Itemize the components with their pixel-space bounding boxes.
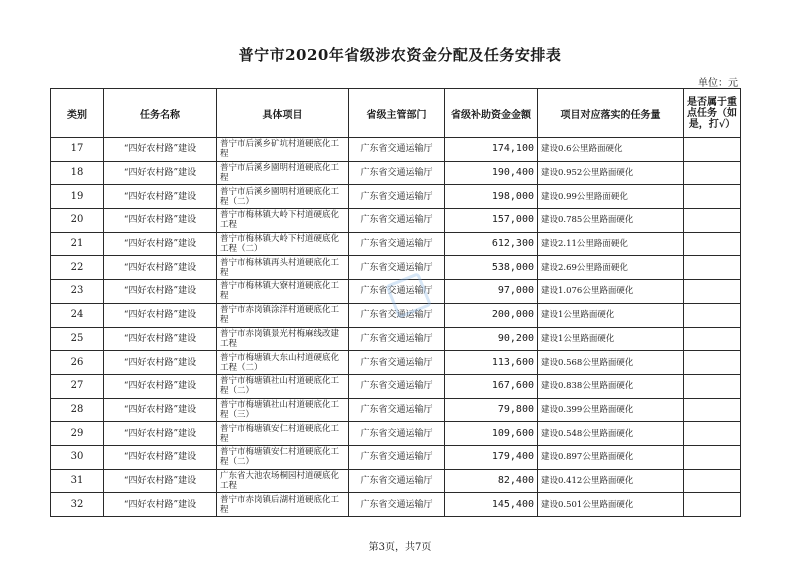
row-amount: 198,000 (445, 185, 538, 209)
table-row (51, 303, 741, 327)
row-department: 广东省交通运输厅 (349, 398, 445, 422)
row-task-name: “四好农村路”建设 (104, 327, 217, 351)
row-department: 广东省交通运输厅 (349, 493, 445, 517)
row-key-task (684, 327, 741, 351)
row-amount: 97,000 (445, 280, 538, 304)
row-task-volume: 建设0.548公里路面硬化 (538, 422, 684, 446)
row-number: 28 (51, 398, 104, 422)
row-project: 普宁市赤岗镇后湖村道硬底化工程 (217, 493, 349, 517)
table-row (51, 280, 741, 304)
row-task-name: “四好农村路”建设 (104, 374, 217, 398)
table-row (51, 256, 741, 280)
row-task-volume: 建设0.99公里路面硬化 (538, 185, 684, 209)
row-project: 普宁市梅塘镇社山村道硬底化工程（三） (217, 398, 349, 422)
row-project: 普宁市后溪乡矿坑村道硬底化工程 (217, 138, 349, 162)
row-task-volume: 建设0.501公里路面硬化 (538, 493, 684, 517)
row-department: 广东省交通运输厅 (349, 351, 445, 375)
row-task-volume: 建设2.11公里路面硬化 (538, 232, 684, 256)
row-amount: 538,000 (445, 256, 538, 280)
row-department: 广东省交通运输厅 (349, 138, 445, 162)
row-amount: 167,600 (445, 374, 538, 398)
table-header-row (51, 89, 741, 138)
row-task-name: “四好农村路”建设 (104, 398, 217, 422)
row-task-name: “四好农村路”建设 (104, 422, 217, 446)
row-task-volume: 建设0.6公里路面硬化 (538, 138, 684, 162)
row-project: 普宁市后溪乡園明村道硬底化工程 (217, 161, 349, 185)
row-project: 普宁市梅林镇大寮村道硬底化工程 (217, 280, 349, 304)
row-number: 31 (51, 469, 104, 493)
row-project: 普宁市梅林镇大岭下村道硬底化工程 (217, 209, 349, 233)
row-number: 27 (51, 374, 104, 398)
header-amount: 省级补助资金金额 (445, 89, 538, 138)
table-row (51, 327, 741, 351)
row-number: 32 (51, 493, 104, 517)
row-number: 23 (51, 280, 104, 304)
row-task-name: “四好农村路”建设 (104, 493, 217, 517)
row-department: 广东省交通运输厅 (349, 327, 445, 351)
row-amount: 190,400 (445, 161, 538, 185)
header-key-task: 是否属于重点任务（如是，打√） (684, 89, 741, 138)
row-key-task (684, 469, 741, 493)
row-department: 广东省交通运输厅 (349, 374, 445, 398)
row-task-name: “四好农村路”建设 (104, 280, 217, 304)
row-project: 普宁市梅林镇再头村道硬底化工程 (217, 256, 349, 280)
row-department: 广东省交通运输厅 (349, 185, 445, 209)
row-key-task (684, 303, 741, 327)
row-task-volume: 建设0.399公里路面硬化 (538, 398, 684, 422)
row-task-name: “四好农村路”建设 (104, 445, 217, 469)
table-row (51, 161, 741, 185)
row-department: 广东省交通运输厅 (349, 280, 445, 304)
table-row (51, 493, 741, 517)
row-project: 普宁市后溪乡園明村道硬底化工程（二） (217, 185, 349, 209)
row-department: 广东省交通运输厅 (349, 469, 445, 493)
row-task-volume: 建设0.897公里路面硬化 (538, 445, 684, 469)
table-row (51, 445, 741, 469)
unit-label: 单位：元 (698, 78, 738, 89)
row-department: 广东省交通运输厅 (349, 161, 445, 185)
row-task-volume: 建设1公里路面硬化 (538, 327, 684, 351)
row-key-task (684, 185, 741, 209)
row-project: 普宁市赤岗镇涂洋村道硬底化工程 (217, 303, 349, 327)
row-project: 普宁市梅塘镇安仁村道硬底化工程（二） (217, 445, 349, 469)
row-amount: 109,600 (445, 422, 538, 446)
header-task-volume: 项目对应落实的任务量 (538, 89, 684, 138)
header-department: 省级主管部门 (349, 89, 445, 138)
row-task-volume: 建设0.838公里路面硬化 (538, 374, 684, 398)
row-number: 30 (51, 445, 104, 469)
row-key-task (684, 256, 741, 280)
header-task-name: 任务名称 (104, 89, 217, 138)
row-project: 普宁市梅塘镇大东山村道硬底化工程（二） (217, 351, 349, 375)
row-task-name: “四好农村路”建设 (104, 232, 217, 256)
row-task-volume: 建设0.952公里路面硬化 (538, 161, 684, 185)
document-title: 普宁市2020年省级涉农资金分配及任务安排表 (238, 46, 562, 64)
row-department: 广东省交通运输厅 (349, 209, 445, 233)
row-task-volume: 建设1.076公里路面硬化 (538, 280, 684, 304)
row-amount: 179,400 (445, 445, 538, 469)
row-amount: 157,000 (445, 209, 538, 233)
table-row (51, 469, 741, 493)
table-row (51, 351, 741, 375)
row-project: 广东省大池农场桐园村道硬底化工程 (217, 469, 349, 493)
row-task-name: “四好农村路”建设 (104, 256, 217, 280)
row-key-task (684, 351, 741, 375)
table-row (51, 398, 741, 422)
row-number: 21 (51, 232, 104, 256)
row-task-volume: 建设0.568公里路面硬化 (538, 351, 684, 375)
row-amount: 200,000 (445, 303, 538, 327)
row-amount: 612,300 (445, 232, 538, 256)
table-row (51, 374, 741, 398)
row-number: 24 (51, 303, 104, 327)
row-task-name: “四好农村路”建设 (104, 161, 217, 185)
row-number: 25 (51, 327, 104, 351)
row-key-task (684, 445, 741, 469)
allocation-table (50, 88, 741, 517)
row-key-task (684, 398, 741, 422)
row-department: 广东省交通运输厅 (349, 232, 445, 256)
row-amount: 174,100 (445, 138, 538, 162)
table-row (51, 185, 741, 209)
header-project: 具体项目 (217, 89, 349, 138)
row-task-volume: 建设0.412公里路面硬化 (538, 469, 684, 493)
page-footer: 第3页，共7页 (368, 542, 432, 553)
row-key-task (684, 161, 741, 185)
row-task-name: “四好农村路”建设 (104, 209, 217, 233)
row-task-name: “四好农村路”建设 (104, 469, 217, 493)
row-task-name: “四好农村路”建设 (104, 138, 217, 162)
row-project: 普宁市赤岗镇景光村梅麻线改建工程 (217, 327, 349, 351)
row-number: 20 (51, 209, 104, 233)
header-category: 类别 (51, 89, 104, 138)
row-task-name: “四好农村路”建设 (104, 185, 217, 209)
row-amount: 90,200 (445, 327, 538, 351)
row-department: 广东省交通运输厅 (349, 303, 445, 327)
row-number: 29 (51, 422, 104, 446)
row-task-volume: 建设0.785公里路面硬化 (538, 209, 684, 233)
row-department: 广东省交通运输厅 (349, 422, 445, 446)
row-department: 广东省交通运输厅 (349, 445, 445, 469)
row-project: 普宁市梅塘镇安仁村道硬底化工程 (217, 422, 349, 446)
row-project: 普宁市梅林镇大岭下村道硬底化工程（二） (217, 232, 349, 256)
table-row (51, 138, 741, 162)
row-number: 17 (51, 138, 104, 162)
row-number: 19 (51, 185, 104, 209)
row-key-task (684, 280, 741, 304)
row-key-task (684, 138, 741, 162)
row-key-task (684, 209, 741, 233)
table-body (51, 138, 741, 517)
row-key-task (684, 232, 741, 256)
row-amount: 113,600 (445, 351, 538, 375)
row-amount: 82,400 (445, 469, 538, 493)
row-task-volume: 建设1公里路面硬化 (538, 303, 684, 327)
row-number: 22 (51, 256, 104, 280)
row-project: 普宁市梅塘镇社山村道硬底化工程（二） (217, 374, 349, 398)
row-number: 18 (51, 161, 104, 185)
row-key-task (684, 493, 741, 517)
row-department: 广东省交通运输厅 (349, 256, 445, 280)
row-amount: 79,800 (445, 398, 538, 422)
table-row (51, 232, 741, 256)
table-row (51, 422, 741, 446)
row-key-task (684, 422, 741, 446)
row-task-name: “四好农村路”建设 (104, 351, 217, 375)
row-task-volume: 建设2.69公里路面硬化 (538, 256, 684, 280)
row-number: 26 (51, 351, 104, 375)
table-row (51, 209, 741, 233)
row-task-name: “四好农村路”建设 (104, 303, 217, 327)
row-amount: 145,400 (445, 493, 538, 517)
row-key-task (684, 374, 741, 398)
